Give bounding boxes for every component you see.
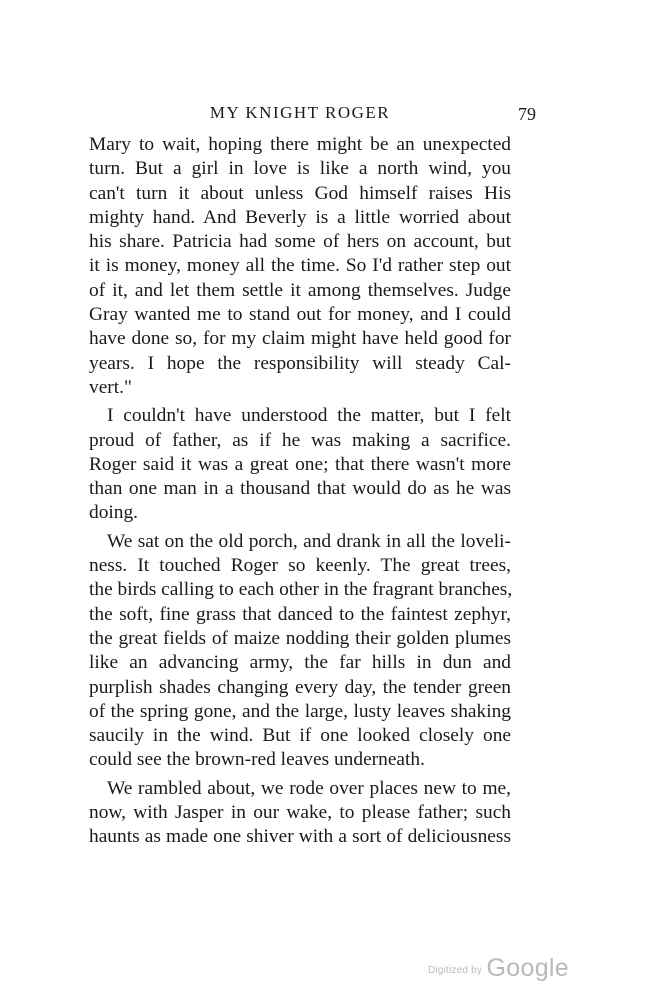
text-line: Mary to wait, hoping there might be an unexpected bbox=[89, 134, 511, 155]
text-line: turn. But a girl in love is like a north wind, you bbox=[89, 158, 511, 180]
text-line: than one man in a thousand that would do as he was bbox=[89, 478, 511, 500]
text-line: Roger said it was a great one; that there wasn't more bbox=[89, 453, 511, 475]
text-line: could see the brown-red leaves underneath. bbox=[89, 749, 425, 771]
text-line: ness. It touched Roger so keenly. The great trees, bbox=[89, 555, 511, 577]
text-line: it is money, money all the time. So I'd rather step out bbox=[89, 255, 511, 277]
text-line: doing. bbox=[89, 502, 139, 524]
text-line: proud of father, as if he was making a sacrifice. bbox=[89, 429, 511, 451]
text-line: the soft, fine grass that danced to the faintest zephyr, bbox=[89, 603, 511, 625]
text-line: his share. Patricia had some of hers on account, but bbox=[89, 231, 511, 253]
text-line: saucily in the wind. But if one looked closely one bbox=[89, 725, 511, 747]
text-line: the birds calling to each other in the fragrant branches, bbox=[89, 579, 513, 601]
running-title: MY KNIGHT ROGER bbox=[209, 103, 391, 122]
paragraph bbox=[89, 530, 511, 773]
text-line: purplish shades changing every day, the tender green bbox=[89, 676, 511, 698]
paragraph bbox=[89, 133, 511, 400]
text-line: We sat on the old porch, and drank in all the loveli- bbox=[107, 530, 511, 552]
body-text bbox=[89, 133, 511, 850]
text-line: I couldn't have understood the matter, but I felt bbox=[107, 405, 511, 427]
text-line: can't turn it about unless God himself raises His bbox=[89, 182, 511, 204]
text-line: of the spring gone, and the large, lusty leaves shaking bbox=[89, 700, 511, 722]
text-line: mighty hand. And Beverly is a little worried about bbox=[89, 206, 511, 228]
text-line: vert." bbox=[89, 376, 132, 398]
text-line: of it, and let them settle it among themselves. Judge bbox=[89, 279, 511, 301]
text-line: the great fields of maize nodding their golden plumes bbox=[89, 627, 511, 649]
text-line: years. I hope the responsibility will steady Cal- bbox=[89, 352, 511, 374]
text-line: We rambled about, we rode over places new to me, bbox=[107, 777, 511, 799]
digitized-watermark bbox=[428, 954, 569, 983]
watermark-prefix: Digitized by bbox=[428, 965, 483, 976]
paragraph bbox=[89, 404, 511, 525]
text-line: Gray wanted me to stand out for money, and I could bbox=[89, 304, 511, 326]
watermark-brand: Google bbox=[486, 954, 569, 982]
page-number: 79 bbox=[518, 104, 536, 124]
text-line: have done so, for my claim might have held good for bbox=[89, 328, 511, 350]
paragraph bbox=[89, 777, 511, 850]
text-line: like an advancing army, the far hills in dun and bbox=[89, 652, 511, 674]
text-line: now, with Jasper in our wake, to please father; such bbox=[89, 802, 511, 824]
text-line: haunts as made one shiver with a sort of deliciousness bbox=[89, 826, 511, 848]
